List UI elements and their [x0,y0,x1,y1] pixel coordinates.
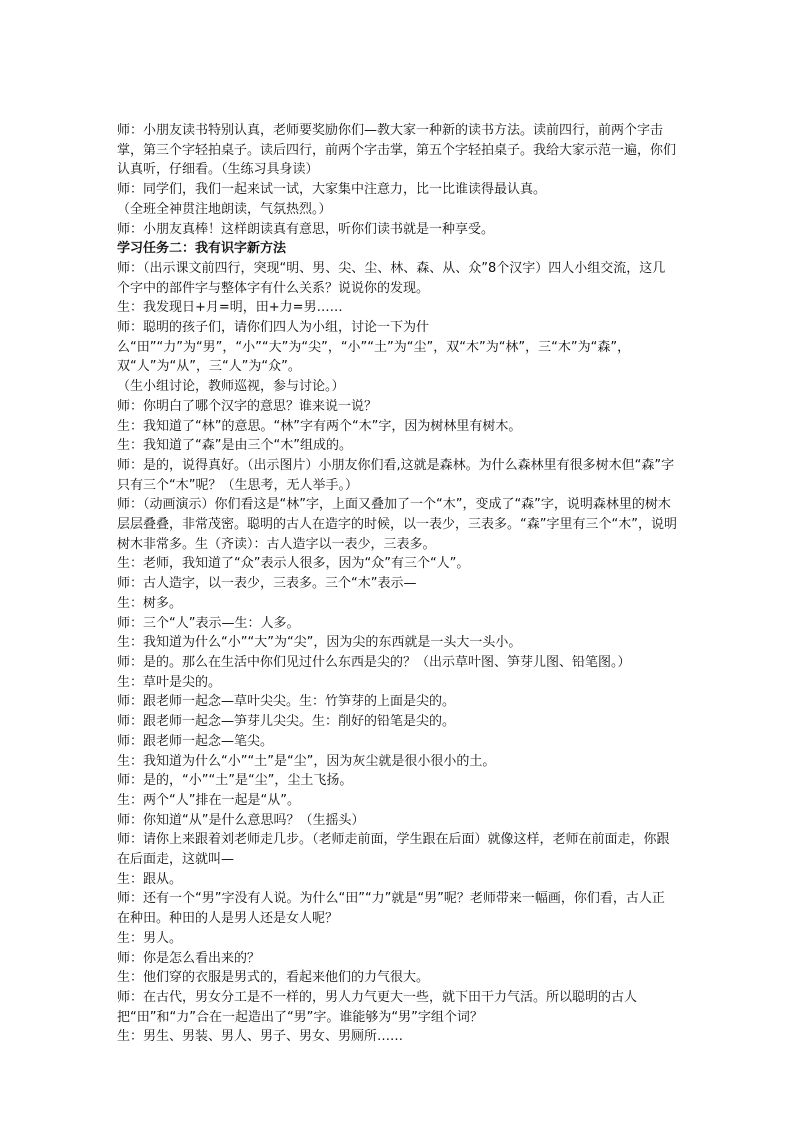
paragraph: 生：两个“人”排在一起是“从”。 [117,792,300,808]
paragraph: 师：古人造字，以一表少，三表多。三个“木”表示— [117,576,417,592]
paragraph: 师：三个“人”表示—生：人多。 [117,615,300,631]
paragraph: 生：我知道为什么“小”“土”是“尘”，因为灰尘就是很小很小的土。 [117,753,496,769]
paragraph: 生：跟从。 [117,871,183,887]
document-page [117,121,677,1047]
paragraph: 生：我知道为什么“小”“大”为“尖”，因为尖的东西就是一头大一头小。 [117,635,522,651]
paragraph: 师：还有一个“男”字没有人说。为什么“田”“力”就是“男”呢？老师带来一幅画，你们看，古人正在种田。种田的人是男人还是女人呢？ [117,891,665,927]
paragraph: 生：树多。 [117,595,183,611]
paragraph: （生小组讨论，教师巡视，参与讨论。） [117,379,345,395]
paragraph: 生：我知道了“森”是由三个“木”组成的。 [117,438,352,454]
paragraph: 生：他们穿的衣服是男式的，看起来他们的力气很大。 [117,970,430,986]
paragraph: 师：跟老师一起念—草叶尖尖。生：竹笋芽的上面是尖的。 [117,694,456,710]
paragraph: 师：是的，说得真好。（出示图片）小朋友你们看,这就是森林。为什么森林里有很多树木但“森”字只有三个“木”呢？（生思考，无人举手。） [117,457,675,493]
paragraph: 生：老师，我知道了“众”表示人很多，因为“众”有三个“人”。 [117,556,470,572]
paragraph: 生：男生、男装、男人、男子、男女、男厕所…… [117,1029,404,1045]
paragraph: 生：草叶是尖的。 [117,674,222,690]
paragraph: 师：小朋友真棒！这样朗读真有意思，听你们读书就是一种享受。 [117,221,495,237]
paragraph: 师：你知道“从”是什么意思吗？（生摇头） [117,812,365,828]
paragraph: 师：同学们，我们一起来试一试，大家集中注意力，比一比谁读得最认真。 [117,182,547,198]
paragraph: 师：是的。那么在生活中你们见过什么东西是尖的？（出示草叶图、笋芽儿图、铅笔图。） [117,654,631,670]
paragraph: 生：男人。 [117,930,183,946]
section-heading: 学习任务二：我有识字新方法 [117,241,287,257]
paragraph: 师：是的，“小”“土”是“尘”，尘土飞扬。 [117,773,353,789]
paragraph: 师：你是怎么看出来的？ [117,950,261,966]
paragraph: 师：小朋友读书特别认真，老师要奖励你们—教大家一种新的读书方法。读前四行，前两个字击掌，第三个字轻拍桌子。读后四行，前两个字击掌，第五个字轻拍桌子。我给大家示范一遍，你们认真听，仔细看。（生练习具身读） [117,123,677,178]
paragraph: 师：聪明的孩子们，请你们四人为小组，讨论一下为什么“田”“力”为“男”，“小”“大”为“尖”，“小”“土”为“尘”，双“木”为“林”，三“木”为“森”，双“人”为“从”，三“人”为“众”。 [117,320,631,375]
paragraph: 师：请你上来跟着刘老师走几步。（老师走前面，学生跟在后面）就像这样，老师在前面走，你跟在后面走，这就叫— [117,832,670,868]
paragraph: 师：跟老师一起念—笔尖。 [117,733,274,749]
paragraph: 生：我发现日+月=明，田+力=男…… [117,300,343,316]
paragraph: 师：跟老师一起念—笋芽儿尖尖。生：削好的铅笔是尖的。 [117,714,456,730]
paragraph: 师：在古代，男女分工是不一样的，男人力气更大一些，就下田干力气活。所以聪明的古人把“田”和“力”合在一起造出了“男”字。谁能够为“男”字组个词？ [117,989,638,1025]
paragraph: 生：我知道了“林”的意思。“林”字有两个“木”字，因为树林里有树木。 [117,418,522,434]
paragraph: 师：你明白了哪个汉字的意思？谁来说一说？ [117,398,378,414]
paragraph: （全班全神贯注地朗读，气氛热烈。） [117,201,332,217]
paragraph: 师：（动画演示）你们看这是“林”字，上面又叠加了一个“木”，变成了“森”字，说明森林里的树木层层叠叠，非常茂密。聪明的古人在造字的时候，以一表少，三表多。“森”字里有三个“木”，说明树木非常多。生（齐读）：古人造字以一表少，三表多。 [117,497,677,552]
paragraph: 师：（出示课文前四行，突现“明、男、尖、尘、林、森、从、众”8个汉字）四人小组交流，这几个字中的部件字与整体字有什么关系？说说你的发现。 [117,260,666,296]
